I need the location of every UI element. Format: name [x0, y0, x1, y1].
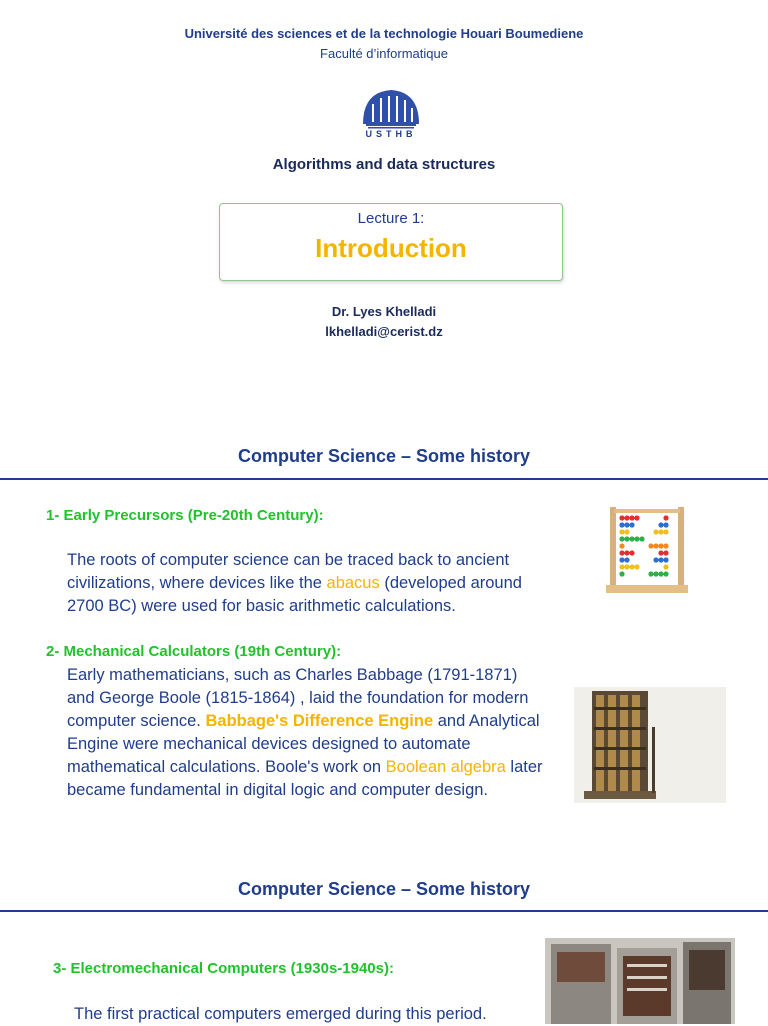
- section-heading: 1- Early Precursors (Pre-20th Century):: [46, 507, 324, 524]
- section-heading: 3- Electromechanical Computers (1930s-1940s):: [53, 960, 394, 977]
- lecture-number: Lecture 1:: [357, 210, 425, 227]
- abacus-image-icon: [604, 503, 690, 595]
- difference-engine-image-icon: [574, 687, 726, 803]
- logo-text: USTHB: [365, 129, 417, 139]
- electromechanical-computer-image-icon: [545, 938, 735, 1024]
- highlight-abacus: abacus: [326, 574, 380, 592]
- faculty-name: Faculté d’informatique: [320, 46, 448, 61]
- section-paragraph: The first practical computers emerged during this period.: [74, 1005, 487, 1023]
- author-email: lkhelladi@cerist.dz: [325, 324, 443, 339]
- section-heading: 2- Mechanical Calculators (19th Century):: [46, 643, 342, 660]
- highlight-boolean-algebra: Boolean algebra: [385, 758, 506, 776]
- university-name: Université des sciences et de la technologie Houari Boumediene: [184, 26, 584, 41]
- divider: [0, 910, 768, 912]
- slide-title: Computer Science – Some history: [237, 446, 531, 466]
- divider: [0, 478, 768, 480]
- section-paragraph: The roots of computer science can be traced back to ancient civilizations, where devices like the abacus (developed around 2700 BC) were used for basic arithmetic calculations.: [67, 551, 522, 615]
- course-title: Algorithms and data structures: [272, 156, 496, 173]
- slide-title: Computer Science – Some history: [237, 879, 531, 899]
- highlight-difference-engine: Babbage's Difference Engine: [205, 712, 434, 730]
- section-paragraph: Early mathematicians, such as Charles Babbage (1791-1871) and George Boole (1815-1864) , laid the foundation for modern computer science. Babbage's Difference Engine and Analytical Engine were mechanical devices designed to automate mathematical calculations. Boole's work on Boolean algebra later became fundamental in digital logic and computer design.: [67, 666, 543, 799]
- lecture-box: [219, 203, 563, 281]
- lecture-title: Introduction: [315, 233, 467, 263]
- author-name: Dr. Lyes Khelladi: [331, 304, 437, 319]
